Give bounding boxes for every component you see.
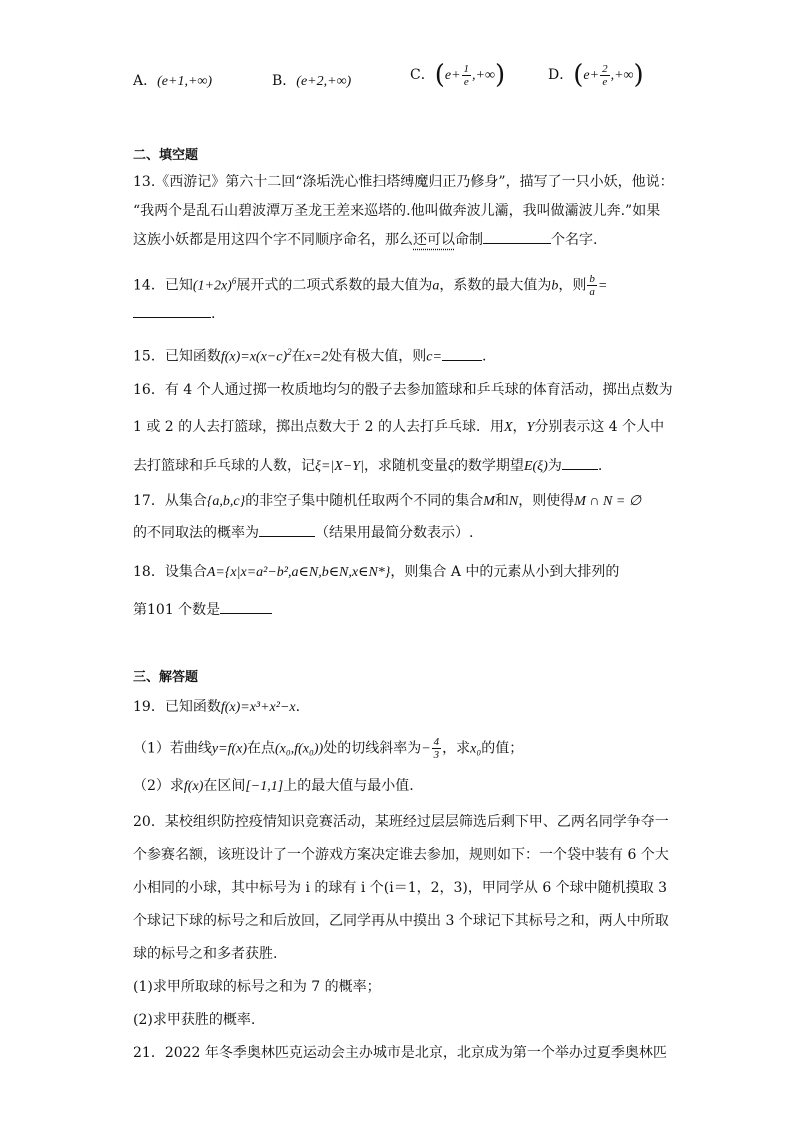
q18-mid: ，则集合 A 中的元素从小到大排列的 <box>390 564 620 580</box>
q17-line1a: 17．从集合 <box>133 493 207 509</box>
q20-line3: 小相同的小球，其中标号为 i 的球有 i 个(i＝1，2，3)，甲同学从 6 个球中随机摸取 3 <box>133 880 668 896</box>
q16-line2-text: 1 或 2 的人去打篮球，掷出点数大于 2 的人去打乒乓球．用 <box>133 419 504 435</box>
q13-line2: “我两个是乱石山碧波潭万圣龙王差来巡塔的.他叫做奔波儿灞，我叫做灞波儿奔.”如果 <box>133 203 661 219</box>
option-d: D．(e+ $\frac{2}{e}$ ,+∞) <box>548 60 644 90</box>
q19-p1a: （1）若曲线 <box>133 740 212 757</box>
option-d-fraction <box>600 63 610 88</box>
q19-p2a: （2）求 <box>133 778 184 794</box>
q19-part1 <box>133 736 523 761</box>
q16-answer-blank[interactable] <box>562 455 598 470</box>
q14-line1 <box>133 271 607 298</box>
q15-exp: 2 <box>287 347 292 357</box>
q13-line1: 13.《西游记》第六十二回“涤垢洗心惟扫塔缚魔归正乃修身”，描写了一只小妖，他说： <box>133 174 674 190</box>
option-a-expr: (e+1,+∞) <box>157 74 213 89</box>
q14-eq: = <box>597 278 608 294</box>
q14-mid1: 展开式的二项式系数的最大值为 <box>236 277 433 294</box>
q14-b: b <box>551 278 559 294</box>
q13-emphasis <box>413 232 455 248</box>
q19-p1c: 处的切线斜率为 <box>323 740 422 757</box>
option-d-post: ,+∞ <box>610 68 634 83</box>
option-b <box>272 68 351 95</box>
q18-line1 <box>133 562 619 583</box>
q19-prefix: 19．已知函数 <box>133 699 221 715</box>
q14-prefix: 14．已知 <box>133 277 193 294</box>
q18-prefix: 18．设集合 <box>133 564 207 580</box>
q16-line3c: 的数学期望 <box>453 458 524 474</box>
q19-line <box>133 697 300 718</box>
q17-line2b: （结果用最简分数表示）. <box>315 525 474 541</box>
q20-part2: (2)求甲获胜的概率. <box>133 1012 256 1028</box>
q16-x: X <box>503 420 513 435</box>
q19-expr: f(x)=x³+x²−x <box>220 700 296 715</box>
section-3-heading: 三、解答题 <box>133 670 199 685</box>
q13-line3c: 个名字. <box>551 232 598 248</box>
q16-line1: 16．有 4 个人通过掷一枚质地均匀的骰子去参加篮球和乒乓球的体育活动，掷出点数为 <box>133 382 673 398</box>
q15-mid1: 在 <box>291 348 306 365</box>
q13-line3 <box>133 229 597 250</box>
q14-fraction <box>587 273 597 298</box>
q15-ans: c= <box>426 349 442 365</box>
q16-line3a: 去打篮球和乒乓球的人数，记 <box>133 458 315 474</box>
q13-emphasis-text: 还可以 <box>413 232 455 248</box>
q17-set: {a,b,c} <box>206 494 246 509</box>
q19-p2f: f(x) <box>183 779 204 794</box>
q19-p2c: 上的最大值与最小值. <box>283 778 414 794</box>
q16-y: Y <box>526 420 535 435</box>
option-d-num: 2 <box>602 62 608 75</box>
q19-p1x0: x₀ <box>470 741 482 757</box>
option-d-den: e <box>602 75 608 88</box>
q16-line3b: ，求随机变量 <box>363 458 448 474</box>
q20-line5: 球的标号之和多者获胜. <box>133 946 278 962</box>
q15-mid2: 处有极大值，则 <box>328 348 427 365</box>
q19-frac-den: 3 <box>433 749 440 761</box>
q17-line2a: 的不同取法的概率为 <box>133 525 259 541</box>
option-c-label: C． <box>410 67 435 83</box>
q20-line2: 个参赛名额，该班设计了一个游戏方案决定谁去参加，规则如下：一个袋中装有 6 个大 <box>133 847 669 863</box>
q18-line2 <box>133 599 272 620</box>
q15-cond: x=2 <box>305 349 329 365</box>
q19-fraction <box>432 736 442 761</box>
q20-part1: (1)求甲所取球的标号之和为 7 的概率； <box>133 979 381 995</box>
q19-p1b: 在点 <box>247 740 276 757</box>
q14-answer-blank[interactable] <box>133 303 211 318</box>
option-c-num: 1 <box>463 62 470 75</box>
option-a-label: A． <box>133 73 158 89</box>
q19-p1e: 的值； <box>481 740 524 757</box>
option-c-den: e <box>463 75 469 88</box>
q16-sep: ， <box>512 419 527 435</box>
q19-p2b: 在区间 <box>203 778 246 794</box>
q16-line2b: 分别表示这 4 个人中 <box>534 419 665 435</box>
q19-end: . <box>295 699 301 715</box>
q17-line1 <box>133 491 641 512</box>
q15-answer-blank[interactable] <box>442 346 482 361</box>
q15-line <box>133 342 486 368</box>
q17-line2 <box>133 522 473 543</box>
q14-mid2: ，系数的最大值为 <box>439 277 552 294</box>
q14-frac-den: a <box>589 286 595 299</box>
q16-xi2: ξ <box>447 459 454 474</box>
q19-p1d: ，求 <box>442 740 471 757</box>
option-a <box>133 68 212 95</box>
option-c-fraction <box>462 63 472 88</box>
q13-line3b: 命制 <box>455 232 483 248</box>
option-c: C．(e+ $\frac{1}{e}$ ,+∞) <box>410 60 506 90</box>
q17-cond: M ∩ N = ∅ <box>574 494 642 509</box>
q14-a: a <box>432 278 440 294</box>
q14-mid3: ，则 <box>558 277 587 294</box>
q17-m: M <box>483 494 495 509</box>
q16-end: . <box>597 458 603 474</box>
q19-part2 <box>133 776 414 797</box>
q20-line4: 个球记下球的标号之和后放回，乙同学再从中摸出 3 个球记下其标号之和，两人中所取 <box>133 913 669 929</box>
q17-answer-blank[interactable] <box>259 522 315 537</box>
q19-frac-num: 4 <box>433 736 440 748</box>
q19-p1pt: (x₀,f(x₀)) <box>275 741 324 757</box>
q16-line3 <box>133 455 602 477</box>
q17-and: 和 <box>494 493 509 509</box>
q13-answer-blank[interactable] <box>483 229 551 244</box>
q14-expr: (1+2x) <box>192 278 232 294</box>
option-c-post: ,+∞ <box>472 68 495 83</box>
q14-line2 <box>133 303 215 324</box>
option-b-label: B． <box>272 73 297 89</box>
q16-xi: ξ=|X−Y| <box>315 459 364 474</box>
q21-line1: 21．2022 年冬季奥林匹克运动会主办城市是北京，北京成为第一个举办过夏季奥林匹 <box>133 1045 667 1061</box>
q14-exp: 6 <box>231 276 237 286</box>
option-c-pre: e+ <box>444 68 461 83</box>
q16-exi: E(ξ) <box>523 459 548 474</box>
q15-expr: f(x)=x(x−c) <box>220 349 288 365</box>
q18-set: A={x|x=a²−b²,a∈N,b∈N,x∈N*} <box>206 565 391 580</box>
option-d-pre: e+ <box>583 68 600 83</box>
q14-frac-num: b <box>589 273 595 286</box>
q19-p2int: [−1,1] <box>245 779 284 794</box>
q17-line1b: 的非空子集中随机任取两个不同的集合 <box>245 493 484 509</box>
q19-p1curve: y=f(x) <box>211 741 248 757</box>
section-2-heading: 二、填空题 <box>133 148 199 163</box>
q20-line1: 20．某校组织防控疫情知识竞赛活动，某班经过层层筛选后剩下甲、乙两名同学争夺一 <box>133 814 669 830</box>
option-b-expr: (e+2,+∞) <box>296 74 352 89</box>
q17-line1c: ，则使得 <box>518 493 575 509</box>
q16-line3d: 为 <box>547 458 562 474</box>
option-d-label: D． <box>548 67 574 83</box>
q18-answer-blank[interactable] <box>220 599 272 614</box>
q16-line2 <box>133 417 664 438</box>
q14-end: . <box>211 306 216 322</box>
q17-n: N <box>508 494 519 509</box>
q13-line3a: 这族小妖都是用这四个字不同顺序命名，那么 <box>133 232 413 248</box>
q19-p1neg: − <box>421 741 431 757</box>
q15-prefix: 15．已知函数 <box>133 348 221 365</box>
q15-end: . <box>481 348 487 365</box>
q18-line2-text: 第101 个数是 <box>133 602 221 618</box>
